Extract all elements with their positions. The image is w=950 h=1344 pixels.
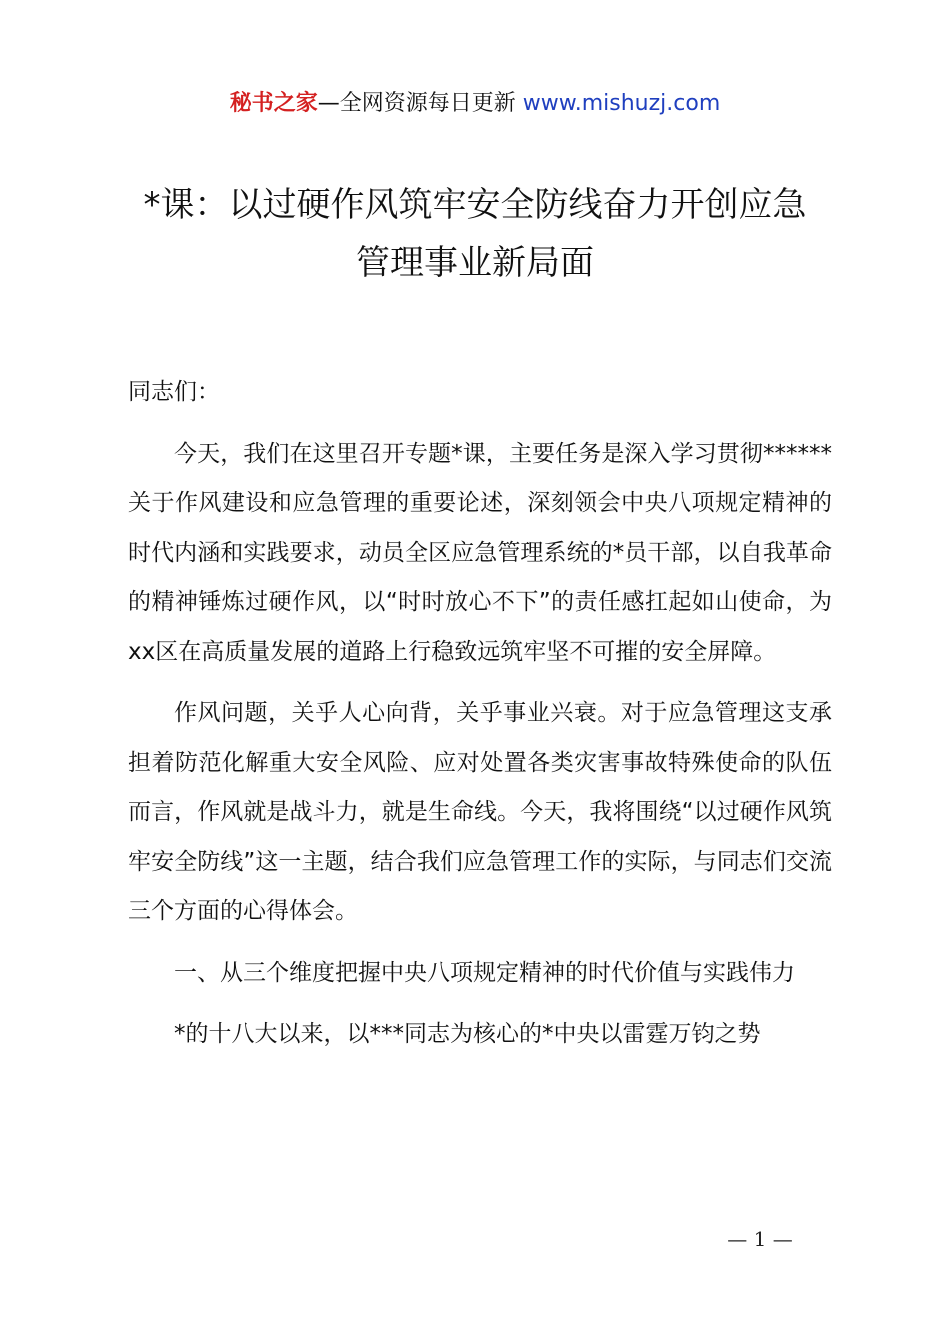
page-number: — 1 — — [727, 1227, 793, 1251]
document-title — [100, 176, 850, 292]
paragraph-intro: 今天，我们在这里召开专题*课，主要任务是深入学习贯彻******关于作风建设和应急管理的重要论述，深刻领会中央八项规定精神的时代内涵和实践要求，动员全区应急管理系统的*员干部，以自我革命的精神锤炼过硬作风，以“时时放心不下”的责任感扛起如山使命，为xx区在高质量发展的道路上行稳致远筑牢坚不可摧的安全屏障。 — [128, 440, 832, 665]
title-line-1: *课：以过硬作风筑牢安全防线奋力开创应急 — [143, 185, 807, 225]
paragraph-theme: 作风问题，关乎人心向背，关乎事业兴衰。对于应急管理这支承担着防范化解重大安全风险、应对处置各类灾害事故特殊使命的队伍而言，作风就是战斗力，就是生命线。今天，我将围绕“以过硬作风筑牢安全防线”这一主题，结合我们应急管理工作的实际，与同志们交流三个方面的心得体会。 — [128, 700, 832, 924]
site-header — [0, 88, 950, 120]
title-line-2: 管理事业新局面 — [356, 243, 594, 283]
section-heading-1: 一、从三个维度把握中央八项规定精神的时代价值与实践伟力 — [174, 959, 795, 986]
paragraph-section-1: *的十八大以来，以***同志为核心的*中央以雷霆万钧之势 — [174, 1021, 761, 1047]
salutation: 同志们： — [128, 379, 220, 405]
site-url-link[interactable]: www.mishuzj.com — [522, 91, 721, 116]
brand-name: 秘书之家 — [229, 91, 318, 116]
header-slogan: —全网资源每日更新 — [317, 91, 523, 116]
document-body — [128, 368, 832, 1072]
